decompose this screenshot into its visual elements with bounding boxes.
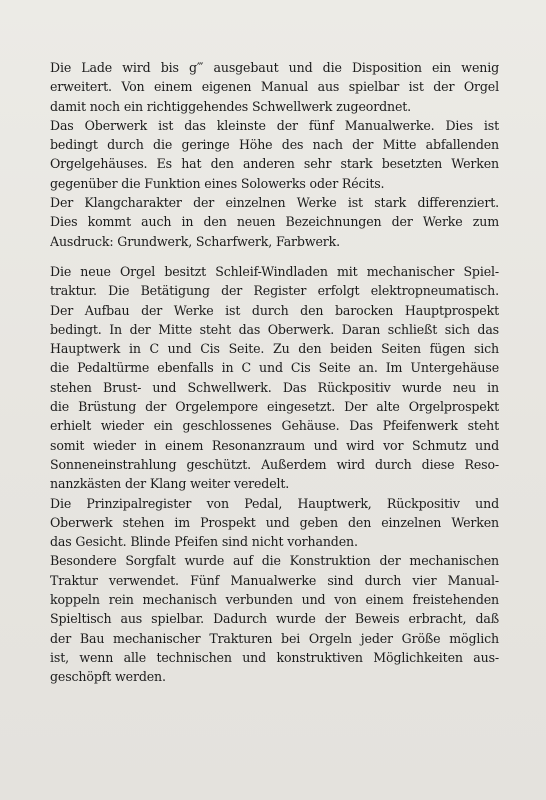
text-line: Der Aufbau der Werke ist durch den barocken Hauptprospekt bbox=[50, 302, 499, 318]
text-block-2 bbox=[50, 262, 499, 687]
text-line: der Bau mechanischer Trakturen bei Orgeln jeder Größe möglich bbox=[50, 630, 499, 646]
text-line: damit noch ein richtiggehendes Schwellwerk zugeordnet. bbox=[50, 98, 412, 114]
text-line: bedingt. In der Mitte steht das Oberwerk. Daran schließt sich das bbox=[50, 321, 499, 337]
text-line: die Brüstung der Orgelempore eingesetzt. Der alte Orgelprospekt bbox=[50, 399, 499, 415]
text-line: somit wieder in einem Resonanzraum und wird vor Schmutz und bbox=[50, 437, 499, 453]
text-line: stehen Brust- und Schwellwerk. Das Rückpositiv wurde neu in bbox=[50, 379, 499, 395]
text-line: bedingt durch die geringe Höhe des nach der Mitte abfallenden bbox=[50, 137, 499, 153]
text-line: koppeln rein mechanisch verbunden und von einem freistehenden bbox=[50, 592, 499, 608]
text-block-1 bbox=[50, 58, 499, 251]
text-line: erhielt wieder ein geschlossenes Gehäuse. Das Pfeifenwerk steht bbox=[50, 418, 499, 434]
text-line: Oberwerk stehen im Prospekt und geben den einzelnen Werken bbox=[50, 514, 499, 530]
text-line: Die Lade wird bis g‴ ausgebaut und die Disposition ein wenig bbox=[50, 60, 499, 75]
text-line: Dies kommt auch in den neuen Bezeichnungen der Werke zum bbox=[50, 214, 499, 230]
text-line: ist, wenn alle technischen und konstruktiven Möglichkeiten aus- bbox=[50, 649, 499, 665]
text-line: gegenüber die Funktion eines Solowerks oder Récits. bbox=[50, 175, 385, 191]
text-line: Das Oberwerk ist das kleinste der fünf Manualwerke. Dies ist bbox=[50, 117, 499, 133]
text-line: Der Klangcharakter der einzelnen Werke ist stark differenziert. bbox=[50, 195, 499, 211]
text-line: Die neue Orgel besitzt Schleif-Windladen mit mechanischer Spiel- bbox=[50, 264, 499, 279]
text-line: Spieltisch aus spielbar. Dadurch wurde der Beweis erbracht, daß bbox=[50, 611, 499, 627]
text-line: Die Prinzipalregister von Pedal, Hauptwerk, Rückpositiv und bbox=[50, 495, 499, 511]
text-line: Hauptwerk in C und Cis Seite. Zu den beiden Seiten fügen sich bbox=[50, 341, 499, 357]
text-line: erweitert. Von einem eigenen Manual aus spielbar ist der Orgel bbox=[50, 79, 499, 95]
text-line: geschöpft werden. bbox=[50, 669, 166, 685]
text-line: Traktur verwendet. Fünf Manualwerke sind durch vier Manual- bbox=[50, 572, 499, 588]
text-line: Besondere Sorgfalt wurde auf die Konstruktion der mechanischen bbox=[50, 553, 499, 569]
text-line: Ausdruck: Grundwerk, Scharfwerk, Farbwerk. bbox=[50, 233, 340, 249]
text-line: die Pedaltürme ebenfalls in C und Cis Seite an. Im Untergehäuse bbox=[50, 360, 499, 376]
text-line: Sonneneinstrahlung geschützt. Außerdem wird durch diese Reso- bbox=[50, 456, 499, 472]
text-line: das Gesicht. Blinde Pfeifen sind nicht vorhanden. bbox=[50, 534, 358, 550]
text-line: nanzkästen der Klang weiter veredelt. bbox=[50, 476, 290, 492]
text-line: traktur. Die Betätigung der Register erfolgt elektropneumatisch. bbox=[50, 283, 499, 299]
text-line: Orgelgehäuses. Es hat den anderen sehr stark besetzten Werken bbox=[50, 156, 499, 172]
